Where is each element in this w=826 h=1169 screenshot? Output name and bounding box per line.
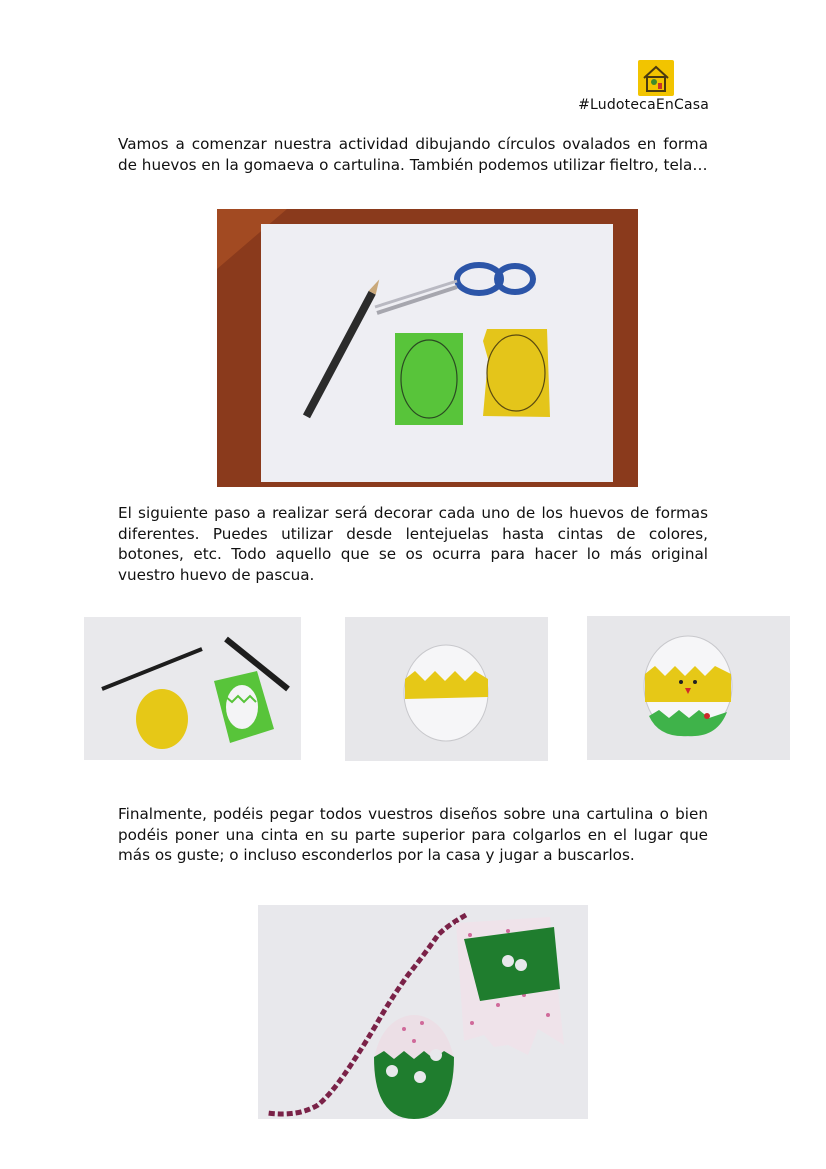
final-paragraph: Finalmente, podéis pegar todos vuestros diseños sobre una cartulina o bien podéis poner una cinta en su parte superior para colgarlos en el lugar que más os guste; o incluso esconderlos por la casa y jugar a buscarlos.	[118, 805, 708, 864]
decorating-photo-3	[587, 616, 790, 760]
intro-paragraph: Vamos a comenzar nuestra actividad dibujando círculos ovalados en forma de huevos en la gomaeva o cartulina. También podemos utilizar fieltro, tela…	[118, 135, 708, 174]
decorating-photo-1	[84, 617, 301, 760]
finished-eggs-photo	[258, 905, 588, 1119]
decorating-photo-2	[345, 617, 548, 761]
materials-photo	[217, 209, 638, 487]
hashtag-label: #LudotecaEnCasa	[578, 97, 709, 113]
decorate-paragraph: El siguiente paso a realizar será decorar cada uno de los huevos de formas diferentes. Puedes utilizar desde lentejuelas hasta cintas de colores, botones, etc. Todo aquello que se os ocurra para hacer lo más original vuestro huevo de pascua.	[118, 504, 708, 584]
ludoteca-logo-icon	[638, 60, 674, 96]
